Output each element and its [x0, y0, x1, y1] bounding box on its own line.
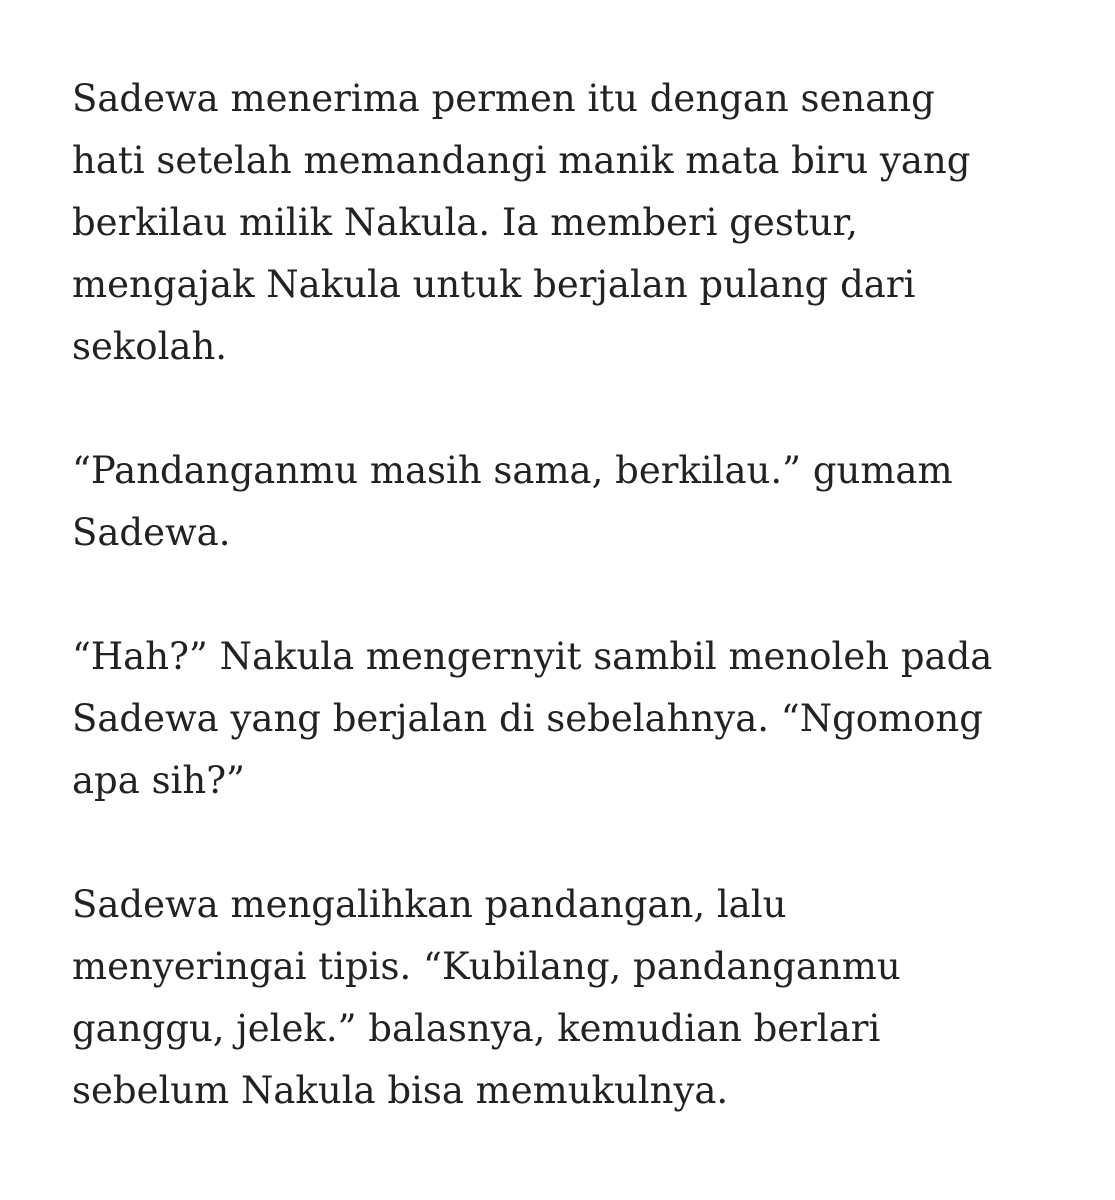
text-line: Sadewa.	[72, 511, 231, 554]
text-line: sebelum Nakula bisa memukulnya.	[72, 1069, 729, 1112]
paragraph-2	[72, 440, 1062, 564]
text-line: Sadewa mengalihkan pandangan, lalu	[72, 883, 787, 926]
paragraph-3	[72, 626, 1062, 812]
text-line: sekolah.	[72, 325, 228, 368]
text-line: berkilau milik Nakula. Ia memberi gestur,	[72, 201, 858, 244]
text-line: mengajak Nakula untuk berjalan pulang dari	[72, 263, 916, 306]
text-line: hati setelah memandangi manik mata biru yang	[72, 139, 971, 182]
paragraph-1	[72, 68, 1062, 378]
text-line: Sadewa menerima permen itu dengan senang	[72, 77, 935, 120]
paragraph-4	[72, 874, 1062, 1122]
text-line: “Hah?” Nakula mengernyit sambil menoleh pada	[72, 635, 993, 678]
text-line: “Pandanganmu masih sama, berkilau.” gumam	[72, 449, 953, 492]
text-line: apa sih?”	[72, 759, 245, 802]
text-line: ganggu, jelek.” balasnya, kemudian berlari	[72, 1007, 881, 1050]
text-line: menyeringai tipis. “Kubilang, pandanganmu	[72, 945, 901, 988]
story-text	[72, 68, 1062, 1184]
text-line: Sadewa yang berjalan di sebelahnya. “Ngomong	[72, 697, 983, 740]
